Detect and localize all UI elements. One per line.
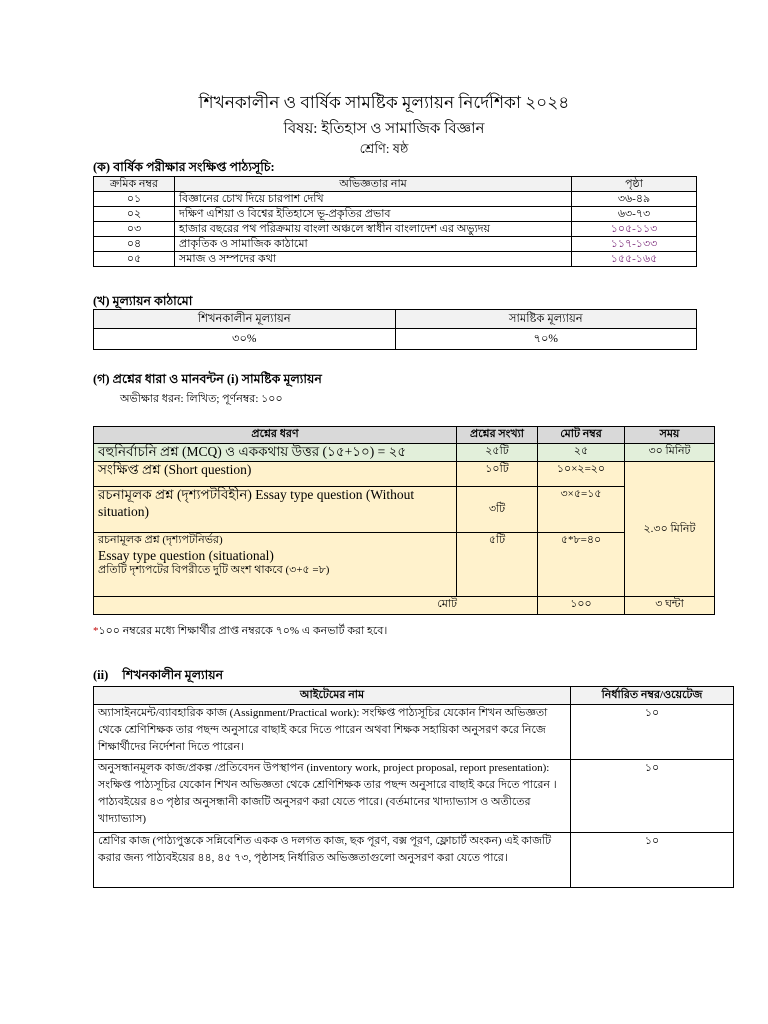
pattern-header-row: [94, 427, 715, 444]
formative-items-table: [93, 686, 734, 888]
serial-cell: ০৩: [94, 222, 175, 237]
col-total-marks: মোট নম্বর: [538, 427, 625, 444]
question-count-cell: ৩টি: [457, 487, 538, 533]
summative-value: ৭০%: [395, 329, 697, 350]
marks-cell: ১০×২=২০: [538, 462, 625, 487]
question-pattern-table: [93, 426, 715, 615]
item-marks-cell: ১০: [571, 760, 734, 833]
table-row: [94, 760, 734, 833]
essay-situational-line2: Essay type question (situational): [98, 548, 274, 563]
section-a-heading: (ক) বার্ষিক পরীক্ষার সংক্ষিপ্ত পাঠ্যসূচি:: [93, 160, 275, 174]
section-d-title: শিখনকালীন মূল্যায়ন: [122, 668, 224, 682]
experience-cell: প্রাকৃতিক ও সামাজিক কাঠামো: [175, 237, 572, 252]
col-serial: ক্রমিক নম্বর: [94, 177, 175, 192]
syllabus-header-row: [94, 177, 697, 192]
mcq-row: [94, 444, 715, 462]
table-row: [94, 252, 697, 267]
serial-cell: ০১: [94, 192, 175, 207]
col-experience: অভিজ্ঞতার নাম: [175, 177, 572, 192]
short-question-row: [94, 462, 715, 487]
item-marks-cell: ১০: [571, 705, 734, 760]
table-row: [94, 207, 697, 222]
col-question-type: প্রশ্নের ধরণ: [94, 427, 457, 444]
col-time: সময়: [625, 427, 715, 444]
class-line: শ্রেণি: ষষ্ঠ: [359, 141, 409, 156]
item-text-cell: অনুসন্ধানমূলক কাজ/প্রকল্প /প্রতিবেদন উপস্থাপন (inventory work, project proposal, report presentation): সংক্ষিপ্ত পাঠ্যসূচির যেকোন শিখন অভিজ্ঞতা থেকে শ্রেণিশিক্ষক তার পছন্দ অনুসারে বাছাই করে দিতে পারেন । পাঠ্যবইয়ের ৪৩ পৃষ্ঠার অনুসন্ধানী কাজটি অনুসরণ করা যেতে পারে। (বর্তমানের খাদ্যাভ্যাস ও অতীতের খাদ্যাভ্যাস): [94, 760, 571, 833]
syllabus-table: [93, 176, 697, 267]
formative-header: শিখনকালীন মূল্যায়ন: [94, 310, 396, 329]
col-page: পৃষ্ঠা: [572, 177, 697, 192]
note-asterisk: *: [93, 625, 99, 637]
section-d-number: (ii): [93, 668, 109, 682]
page-cell: ১০৫-১১৩: [572, 222, 697, 237]
framework-header-row: [94, 310, 697, 329]
table-row: [94, 192, 697, 207]
section-b-heading: (খ) মূল্যায়ন কাঠামো: [93, 294, 193, 308]
question-type-cell: [94, 533, 457, 597]
table-row: [94, 222, 697, 237]
short-question-text: সংক্ষিপ্ত প্রশ্ন (Short question): [98, 462, 252, 477]
question-type-cell: [94, 462, 457, 487]
question-count-cell: ৫টি: [457, 533, 538, 597]
page-cell: ১৫৫-১৬৫: [572, 252, 697, 267]
section-c-heading: (গ) প্রশ্নের ধারা ও মানবন্টন (i) সামষ্টিক মূল্যায়ন: [93, 372, 322, 386]
assessment-framework-table: [93, 309, 697, 350]
framework-value-row: [94, 329, 697, 350]
marks-cell: ৩×৫=১৫: [538, 487, 625, 533]
essay-situational-row: [94, 533, 715, 597]
question-type-cell: [94, 487, 457, 533]
section-d-heading: [93, 667, 223, 687]
mcq-type-text: বহুনির্বাচনি প্রশ্ন (MCQ) ও এককথায় উত্তর (১৫+১০) = ২৫: [98, 444, 407, 459]
question-count-cell: ২৫টি: [457, 444, 538, 462]
col-item-name: আইটেমের নাম: [94, 687, 571, 705]
col-question-count: প্রশ্নের সংখ্যা: [457, 427, 538, 444]
question-count-cell: ১০টি: [457, 462, 538, 487]
experience-cell: দক্ষিণ এশিয়া ও বিশ্বের ইতিহাসে ভূ-প্রকৃতির প্রভাব: [175, 207, 572, 222]
item-text-cell: শ্রেণির কাজ (পাঠ্যপুস্তকে সন্নিবেশিত একক ও দলগত কাজ, ছক পূরণ, বক্স পূরণ, ফ্লোচার্ট অংকন) এই কাজটি করার জন্য পাঠ্যবইয়ের ৪৪, ৪৫ ৭৩, পৃষ্ঠাসহ নির্ধারিত অভিজ্ঞতাগুলো অনুসরণ করা যেতে পারে।: [94, 833, 571, 888]
marks-cell: ২৫: [538, 444, 625, 462]
page-cell: ১১৭-১৩৩: [572, 237, 697, 252]
note-text: ১০০ নম্বরের মধ্যে শিক্ষার্থীর প্রাপ্ত নম্বরকে ৭০% এ কনভার্ট করা হবে।: [98, 625, 388, 637]
merged-time-cell: ২.৩০ মিনিট: [625, 462, 715, 597]
total-label: মোট: [94, 597, 538, 615]
marks-cell: ৫*৮=৪০: [538, 533, 625, 597]
serial-cell: ০৪: [94, 237, 175, 252]
essay-without-row: [94, 487, 715, 533]
table-row: [94, 705, 734, 760]
document-title: শিখনকালীন ও বার্ষিক সামষ্টিক মূল্যায়ন নির্দেশিকা ২০২৪: [198, 93, 570, 112]
col-weightage: নির্ধারিত নম্বর/ওয়েটেজ: [571, 687, 734, 705]
time-cell: ৩০ মিনিট: [625, 444, 715, 462]
total-marks: ১০০: [538, 597, 625, 615]
essay-situational-line3: প্রতিটি দৃশ্যপটের বিপরীতে দুটি অংশ থাকবে (৩+৫ =৮): [98, 564, 330, 576]
essay-situational-line1: রচনামূলক প্রশ্ন (দৃশ্যপটনির্ভর): [98, 534, 223, 546]
page-cell: ৩৬-৪৯: [572, 192, 697, 207]
page-cell: ৬৩-৭৩: [572, 207, 697, 222]
question-type-cell: [94, 444, 457, 462]
experience-cell: হাজার বছরের পথ পরিক্রমায় বাংলা অঞ্চলে স্বাধীন বাংলাদেশ এর অভ্যুদয়: [175, 222, 572, 237]
experience-cell: সমাজ ও সম্পদের কথা: [175, 252, 572, 267]
total-row: [94, 597, 715, 615]
serial-cell: ০৫: [94, 252, 175, 267]
exam-type-line: অভীক্ষার ধরন: লিখিত; পূর্ণনম্বর: ১০০: [120, 393, 283, 405]
formative-value: ৩০%: [94, 329, 396, 350]
items-header-row: [94, 687, 734, 705]
serial-cell: ০২: [94, 207, 175, 222]
table-row: [94, 833, 734, 888]
item-marks-cell: ১০: [571, 833, 734, 888]
subject-line: বিষয়: ইতিহাস ও সামাজিক বিজ্ঞান: [283, 121, 485, 137]
essay-without-text: রচনামূলক প্রশ্ন (দৃশ্যপটবিহীন) Essay type question (Without situation): [98, 487, 415, 519]
total-time: ৩ ঘন্টা: [625, 597, 715, 615]
table-row: [94, 237, 697, 252]
summative-header: সামষ্টিক মূল্যায়ন: [395, 310, 697, 329]
experience-cell: বিজ্ঞানের চোখ দিয়ে চারপাশ দেখি: [175, 192, 572, 207]
item-text-cell: অ্যাসাইনমেন্ট/ব্যাবহারিক কাজ (Assignment/Practical work): সংক্ষিপ্ত পাঠ্যসূচির যেকোন শিখন অভিজ্ঞতা থেকে শ্রেণিশিক্ষক তার পছন্দ অনুসারে বাছাই করে দিতে পারেন অথবা শিক্ষক সহায়িকা অনুসরণ করে নিজে শিক্ষার্থীদের নির্দেশনা দিতে পারেন।: [94, 705, 571, 760]
conversion-note: [93, 622, 387, 641]
